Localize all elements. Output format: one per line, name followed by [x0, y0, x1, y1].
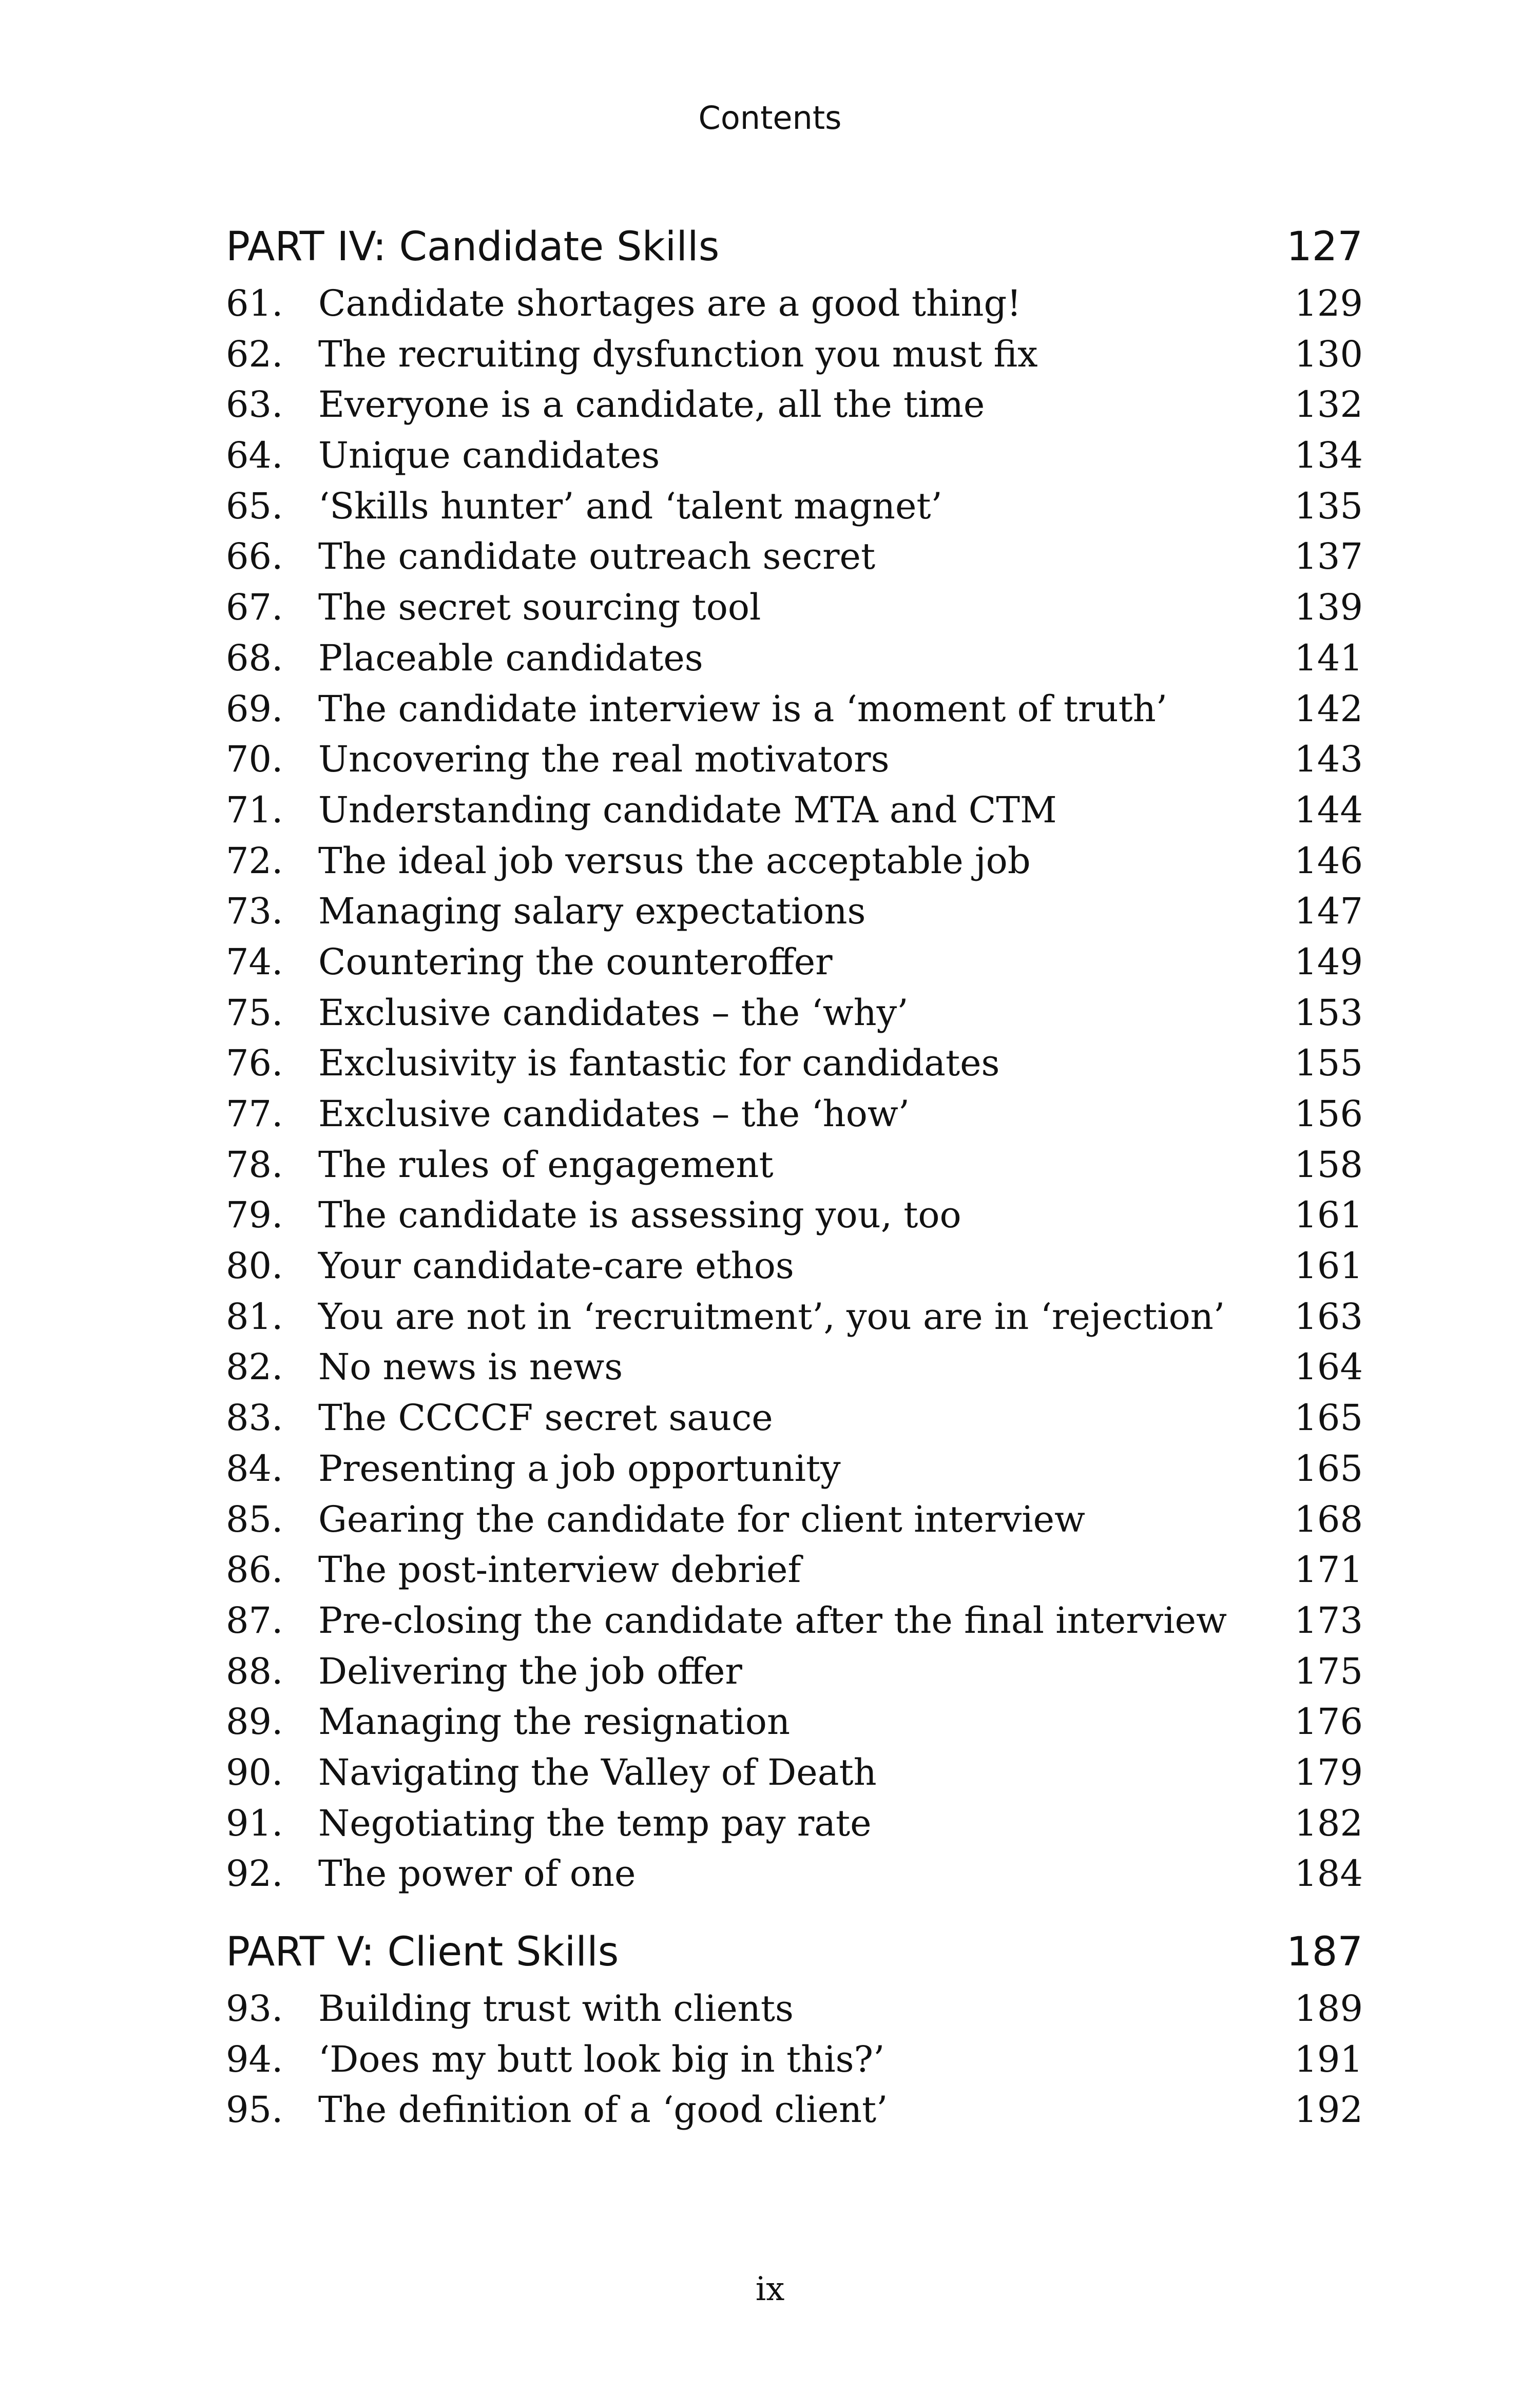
- chapter-page-number: 134: [1294, 434, 1363, 477]
- toc-entry: [226, 988, 1363, 1038]
- chapter-title: Managing salary expectations: [318, 890, 866, 933]
- chapter-number: 80.: [226, 1245, 283, 1287]
- chapter-title: Unique candidates: [318, 434, 660, 477]
- chapter-number: 70.: [226, 738, 283, 781]
- chapter-title: Pre-closing the candidate after the final interview: [318, 1599, 1227, 1642]
- chapter-title: Exclusive candidates – the ‘why’: [318, 991, 909, 1034]
- toc-entry: [226, 1595, 1363, 1646]
- chapter-number: 94.: [226, 2038, 283, 2080]
- chapter-page-number: 182: [1294, 1802, 1363, 1844]
- chapter-number: 95.: [226, 2089, 283, 2131]
- chapter-title: The definition of a ‘good client’: [318, 2089, 888, 2131]
- chapter-title: Gearing the candidate for client interview: [318, 1498, 1085, 1540]
- toc-entry: [226, 430, 1363, 481]
- toc-entry: [226, 886, 1363, 937]
- chapter-title: The ideal job versus the acceptable job: [318, 839, 1031, 882]
- chapter-number: 67.: [226, 586, 283, 629]
- toc-entry: [226, 379, 1363, 430]
- chapter-page-number: 130: [1294, 333, 1363, 375]
- chapter-number: 82.: [226, 1346, 283, 1388]
- chapter-page-number: 192: [1294, 2089, 1363, 2131]
- toc-entry: [226, 1494, 1363, 1545]
- chapter-title: The rules of engagement: [318, 1143, 774, 1186]
- chapter-title: Countering the counteroffer: [318, 940, 833, 983]
- toc-entry: [226, 1983, 1363, 2034]
- chapter-number: 92.: [226, 1852, 283, 1895]
- toc-entry: [226, 278, 1363, 329]
- chapter-number: 91.: [226, 1802, 283, 1844]
- part-heading: [226, 1921, 1363, 1983]
- chapter-number: 84.: [226, 1447, 283, 1490]
- toc-entry: [226, 633, 1363, 684]
- chapter-title: Building trust with clients: [318, 1987, 794, 2030]
- chapter-number: 87.: [226, 1599, 283, 1642]
- toc-entry: [226, 1291, 1363, 1342]
- chapter-number: 72.: [226, 839, 283, 882]
- chapter-title: The candidate is assessing you, too: [318, 1194, 961, 1237]
- chapter-page-number: 179: [1294, 1751, 1363, 1793]
- chapter-title: Exclusive candidates – the ‘how’: [318, 1093, 910, 1135]
- chapter-page-number: 143: [1294, 738, 1363, 781]
- chapter-page-number: 163: [1294, 1295, 1363, 1338]
- toc-entry: [226, 1393, 1363, 1443]
- chapter-title: ‘Skills hunter’ and ‘talent magnet’: [318, 485, 942, 527]
- chapter-number: 66.: [226, 535, 283, 578]
- chapter-number: 65.: [226, 485, 283, 527]
- chapter-page-number: 153: [1294, 991, 1363, 1034]
- chapter-page-number: 191: [1294, 2038, 1363, 2080]
- chapter-number: 81.: [226, 1295, 283, 1338]
- toc-entry: [226, 734, 1363, 785]
- chapter-page-number: 165: [1294, 1397, 1363, 1439]
- chapter-title: Delivering the job offer: [318, 1650, 742, 1692]
- chapter-title: ‘Does my butt look big in this?’: [318, 2038, 885, 2080]
- chapter-number: 61.: [226, 282, 283, 324]
- toc-entry: [226, 1646, 1363, 1697]
- chapter-title: Navigating the Valley of Death: [318, 1751, 877, 1793]
- chapter-page-number: 164: [1294, 1346, 1363, 1388]
- chapter-title: Exclusivity is fantastic for candidates: [318, 1042, 1000, 1085]
- toc-entry: [226, 1241, 1363, 1291]
- chapter-title: You are not in ‘recruitment’, you are in ‘rejection’: [318, 1295, 1225, 1338]
- part-heading: [226, 216, 1363, 278]
- part-page-number: 187: [1286, 1929, 1363, 1975]
- chapter-page-number: 171: [1294, 1549, 1363, 1591]
- chapter-title: The CCCCF secret sauce: [318, 1397, 773, 1439]
- chapter-page-number: 161: [1294, 1194, 1363, 1237]
- chapter-number: 62.: [226, 333, 283, 375]
- chapter-title: Everyone is a candidate, all the time: [318, 383, 985, 426]
- chapter-page-number: 175: [1294, 1650, 1363, 1692]
- part-title: PART IV: Candidate Skills: [226, 224, 720, 270]
- chapter-page-number: 142: [1294, 687, 1363, 730]
- chapter-page-number: 184: [1294, 1852, 1363, 1895]
- chapter-title: Candidate shortages are a good thing!: [318, 282, 1022, 324]
- toc-entry: [226, 785, 1363, 836]
- part-page-number: 127: [1286, 224, 1363, 270]
- chapter-title: The power of one: [318, 1852, 636, 1895]
- chapter-title: Placeable candidates: [318, 636, 703, 679]
- chapter-page-number: 139: [1294, 586, 1363, 629]
- chapter-page-number: 146: [1294, 839, 1363, 882]
- chapter-number: 88.: [226, 1650, 283, 1692]
- chapter-title: Your candidate-care ethos: [318, 1245, 794, 1287]
- chapter-number: 83.: [226, 1397, 283, 1439]
- chapter-page-number: 168: [1294, 1498, 1363, 1540]
- chapter-page-number: 149: [1294, 940, 1363, 983]
- chapter-title: Presenting a job opportunity: [318, 1447, 841, 1490]
- chapter-page-number: 132: [1294, 383, 1363, 426]
- toc-entry: [226, 1342, 1363, 1393]
- chapter-number: 73.: [226, 890, 283, 933]
- chapter-title: Understanding candidate MTA and CTM: [318, 788, 1057, 831]
- running-head: Contents: [698, 99, 842, 137]
- chapter-title: Negotiating the temp pay rate: [318, 1802, 872, 1844]
- toc-entry: [226, 1190, 1363, 1241]
- toc-entry: [226, 1848, 1363, 1899]
- chapter-page-number: 165: [1294, 1447, 1363, 1490]
- toc-entry: [226, 1545, 1363, 1595]
- page-number-folio: ix: [755, 2270, 785, 2308]
- chapter-title: Managing the resignation: [318, 1701, 791, 1743]
- chapter-number: 79.: [226, 1194, 283, 1237]
- chapter-number: 93.: [226, 1987, 283, 2030]
- toc-entry: [226, 1089, 1363, 1140]
- chapter-page-number: 137: [1294, 535, 1363, 578]
- chapter-page-number: 158: [1294, 1143, 1363, 1186]
- chapter-title: The recruiting dysfunction you must fix: [318, 333, 1038, 375]
- chapter-number: 85.: [226, 1498, 283, 1540]
- chapter-page-number: 155: [1294, 1042, 1363, 1085]
- chapter-title: The candidate outreach secret: [318, 535, 876, 578]
- chapter-number: 74.: [226, 940, 283, 983]
- part-title: PART V: Client Skills: [226, 1929, 619, 1975]
- toc-entry: [226, 481, 1363, 532]
- chapter-number: 78.: [226, 1143, 283, 1186]
- chapter-number: 90.: [226, 1751, 283, 1793]
- chapter-page-number: 144: [1294, 788, 1363, 831]
- chapter-number: 69.: [226, 687, 283, 730]
- chapter-number: 86.: [226, 1549, 283, 1591]
- chapter-page-number: 135: [1294, 485, 1363, 527]
- table-of-contents: [226, 216, 1363, 2135]
- toc-entry: [226, 1038, 1363, 1089]
- chapter-title: No news is news: [318, 1346, 623, 1388]
- chapter-page-number: 176: [1294, 1701, 1363, 1743]
- toc-entry: [226, 836, 1363, 886]
- chapter-number: 77.: [226, 1093, 283, 1135]
- chapter-number: 89.: [226, 1701, 283, 1743]
- toc-entry: [226, 2085, 1363, 2135]
- chapter-page-number: 141: [1294, 636, 1363, 679]
- toc-entry: [226, 582, 1363, 633]
- chapter-title: Uncovering the real motivators: [318, 738, 890, 781]
- chapter-title: The post-interview debrief: [318, 1549, 801, 1591]
- toc-entry: [226, 329, 1363, 380]
- toc-entry: [226, 2034, 1363, 2085]
- chapter-number: 68.: [226, 636, 283, 679]
- chapter-page-number: 156: [1294, 1093, 1363, 1135]
- toc-entry: [226, 1443, 1363, 1494]
- chapter-page-number: 189: [1294, 1987, 1363, 2030]
- chapter-page-number: 129: [1294, 282, 1363, 324]
- toc-entry: [226, 1747, 1363, 1798]
- toc-entry: [226, 1798, 1363, 1849]
- chapter-title: The candidate interview is a ‘moment of truth’: [318, 687, 1168, 730]
- chapter-number: 71.: [226, 788, 283, 831]
- toc-entry: [226, 531, 1363, 582]
- chapter-number: 64.: [226, 434, 283, 477]
- chapter-number: 75.: [226, 991, 283, 1034]
- chapter-page-number: 147: [1294, 890, 1363, 933]
- chapter-page-number: 161: [1294, 1245, 1363, 1287]
- toc-entry: [226, 684, 1363, 735]
- toc-entry: [226, 1140, 1363, 1190]
- chapter-number: 76.: [226, 1042, 283, 1085]
- toc-entry: [226, 937, 1363, 988]
- chapter-page-number: 173: [1294, 1599, 1363, 1642]
- chapter-title: The secret sourcing tool: [318, 586, 761, 629]
- chapter-number: 63.: [226, 383, 283, 426]
- toc-entry: [226, 1696, 1363, 1747]
